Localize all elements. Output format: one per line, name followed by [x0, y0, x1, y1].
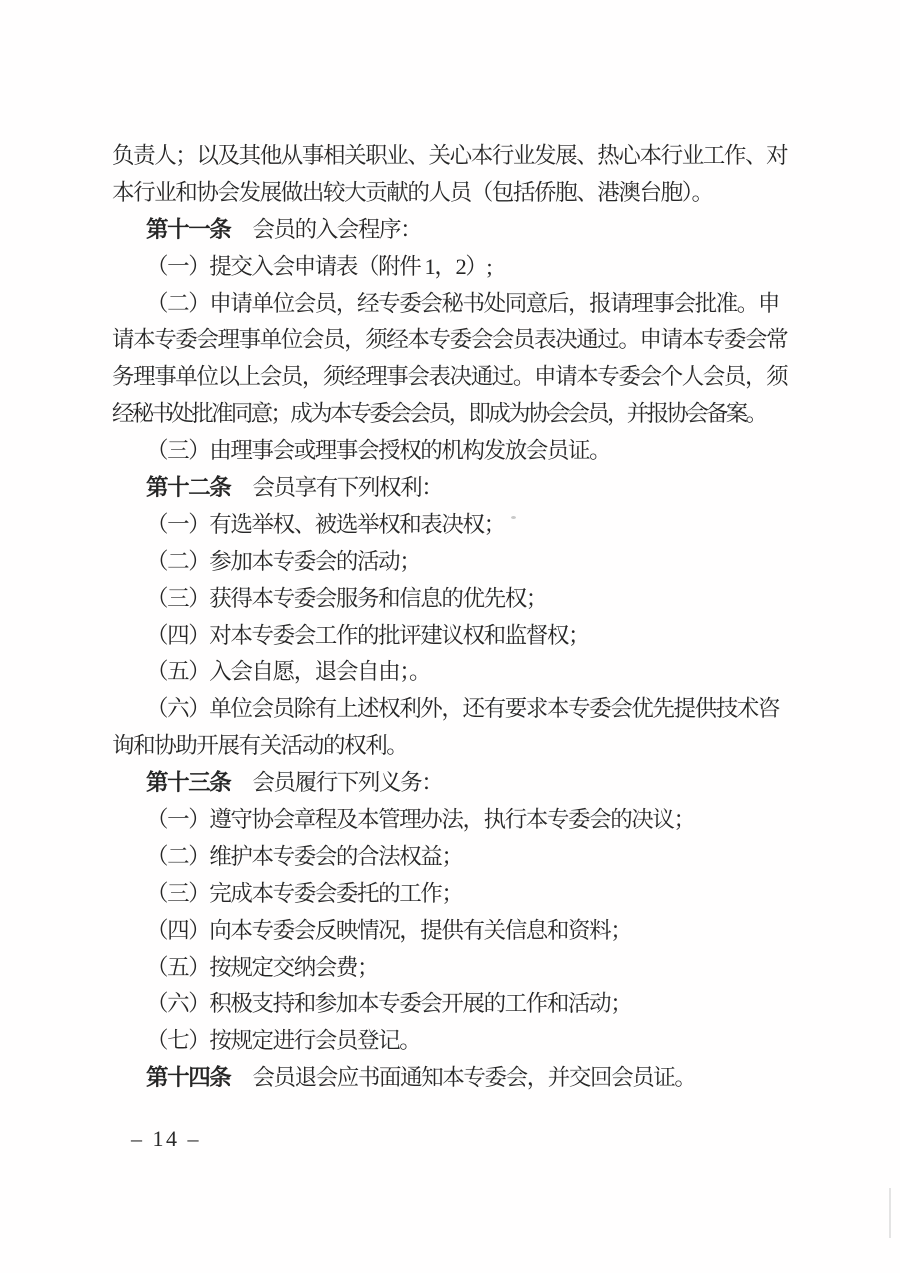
line-text: 会员的入会程序： [252, 216, 422, 242]
scan-edge-artifact [889, 1188, 891, 1238]
article-number: 第十三条 [146, 770, 231, 796]
text-line [112, 507, 802, 544]
line-text: 会员享有下列权利： [252, 475, 443, 501]
text-line [112, 839, 802, 876]
article-number: 第十一条 [146, 216, 231, 242]
line-text: （二）维护本专委会的合法权益； [146, 843, 463, 869]
article-heading-line [112, 1060, 802, 1097]
line-text: 会员退会应书面通知本专委会，并交回会员证。 [252, 1065, 696, 1091]
text-line [112, 986, 802, 1023]
article-heading-line [112, 212, 802, 249]
line-text: （二）参加本专委会的活动； [146, 548, 421, 574]
article-heading-line [112, 470, 802, 507]
text-line [112, 359, 802, 396]
line-text: 询和协助开展有关活动的权利。 [112, 733, 408, 759]
line-text: 会员履行下列义务： [252, 770, 443, 796]
text-line [112, 433, 802, 470]
line-text: （四）对本专委会工作的批评建议权和监督权； [146, 622, 590, 648]
article-number: 第十二条 [146, 475, 231, 501]
line-text: （三）完成本专委会委托的工作； [146, 880, 463, 906]
text-line [112, 654, 802, 691]
line-text: 请本专委会理事单位会员，须经本专委会会员表决通过。申请本专委会常 [112, 327, 788, 353]
text-line [112, 138, 802, 175]
line-text: （一）提交入会申请表（附件 1，2）; [146, 253, 492, 279]
article-number: 第十四条 [146, 1065, 231, 1091]
text-line [112, 322, 802, 359]
line-text: （三）获得本专委会服务和信息的优先权； [146, 585, 547, 611]
text-line [112, 728, 802, 765]
page-number: – 14 – [131, 1126, 201, 1151]
line-text: 经秘书处批准同意；成为本专委会会员，即成为协会会员，并报协会备案。 [112, 401, 766, 427]
text-line [112, 913, 802, 950]
text-line [112, 249, 802, 286]
line-text: （六）积极支持和参加本专委会开展的工作和活动； [146, 991, 632, 1017]
text-line [112, 950, 802, 987]
text-line [112, 175, 802, 212]
text-line [112, 802, 802, 839]
line-text: （六）单位会员除有上述权利外，还有要求本专委会优先提供技术咨 [146, 696, 780, 722]
line-text: （四）向本专委会反映情况，提供有关信息和资料； [146, 917, 632, 943]
text-line [112, 581, 802, 618]
text-line [112, 286, 802, 323]
document-body [112, 138, 802, 1097]
text-line [112, 618, 802, 655]
line-text: 负责人；以及其他从事相关职业、关心本行业发展、热心本行业工作、对 [112, 143, 788, 168]
line-text: 务理事单位以上会员，须经理事会表决通过。申请本专委会个人会员，须 [112, 364, 788, 390]
line-text: （一）有选举权、被选举权和表决权； [146, 511, 505, 537]
text-line [112, 396, 802, 433]
article-heading-line [112, 765, 802, 802]
text-line [112, 1023, 802, 1060]
line-text: 本行业和协会发展做出较大贡献的人员（包括侨胞、港澳台胞）。 [112, 179, 713, 205]
line-text: （七）按规定进行会员登记。 [146, 1028, 421, 1054]
scan-speck-artifact [511, 516, 516, 519]
text-line [112, 876, 802, 913]
line-text: （五）入会自愿，退会自由；。 [146, 659, 431, 685]
line-text: （一）遵守协会章程及本管理办法，执行本专委会的决议； [146, 807, 695, 833]
line-text: （五）按规定交纳会费； [146, 954, 379, 980]
text-line [112, 691, 802, 728]
line-text: （二）申请单位会员，经专委会秘书处同意后，报请理事会批准。申 [146, 290, 780, 316]
text-line [112, 544, 802, 581]
line-text: （三）由理事会或理事会授权的机构发放会员证。 [146, 438, 611, 464]
